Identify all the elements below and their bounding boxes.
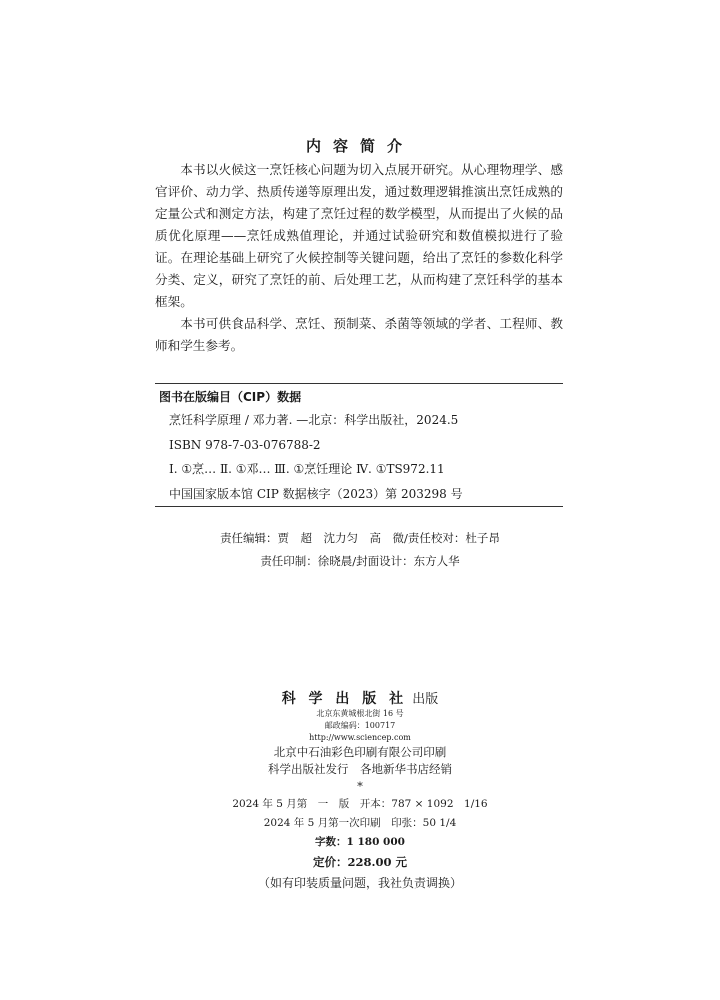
cip-line-title: 烹饪科学原理 / 邓力著. —北京：科学出版社，2024.5 — [169, 413, 459, 427]
cip-block — [155, 383, 563, 507]
publisher-imprint — [0, 688, 720, 894]
credits-line-printing: 责任印制：徐晓晨/封面设计：东方人华 — [260, 554, 460, 568]
cip-line-classification: Ⅰ. ①烹… Ⅱ. ①邓… Ⅲ. ①烹饪理论 Ⅳ. ①TS972.11 — [169, 462, 445, 476]
summary-paragraph: 本书可供食品科学、烹饪、预制菜、杀菌等领域的学者、工程师、教师和学生参考。 — [155, 316, 563, 353]
staff-credits — [0, 527, 720, 573]
publisher-postcode: 邮政编码：100717 — [324, 721, 396, 730]
separator-asterisk: * — [357, 779, 363, 793]
publisher-name: 科 学 出 版 社 — [281, 691, 408, 707]
word-count: 字数：1 180 000 — [315, 836, 405, 848]
summary-title: 内容简介 — [305, 137, 414, 155]
publisher-address: 北京东黄城根北街 16 号 — [316, 709, 404, 718]
cip-heading: 图书在版编目（CIP）数据 — [159, 390, 302, 404]
summary-paragraph: 本书以火候这一烹饪核心问题为切入点展开研究。从心理物理学、感官评价、动力学、热质传递等原理出发，通过数理逻辑推演出烹饪成熟的定量公式和测定方法，构建了烹饪过程的数学模型，从而提出了火候的品质优化原理——烹饪成熟值理论，并通过试验研究和数值模拟进行了验证。在理论基础上研究了火候控制等关键问题，给出了烹饪的参数化科学分类、定义，研究了烹饪的前、后处理工艺，从而构建了烹饪科学的基本框架。 — [155, 162, 563, 309]
cip-line-record-number: 中国国家版本馆 CIP 数据核字（2023）第 203298 号 — [169, 486, 463, 501]
printer-line: 北京中石油彩色印刷有限公司印刷 — [273, 745, 447, 759]
edition-line: 2024 年 5 月第 一 版 开本：787 × 1092 1/16 — [232, 798, 488, 810]
cip-line-isbn: ISBN 978-7-03-076788-2 — [169, 437, 321, 452]
quality-note: （如有印装质量问题，我社负责调换） — [257, 876, 462, 890]
summary-body — [155, 159, 563, 357]
publisher-website: http://www.sciencep.com — [309, 733, 411, 742]
distribution-line: 科学出版社发行 各地新华书店经销 — [268, 762, 452, 776]
publisher-suffix: 出版 — [412, 692, 439, 707]
publisher-line — [0, 688, 720, 708]
credits-line-editors: 责任编辑：贾 超 沈力匀 高 微/责任校对：杜子昂 — [220, 531, 500, 545]
price: 定价：228.00 元 — [312, 855, 407, 869]
cip-body — [155, 408, 563, 506]
printing-line: 2024 年 5 月第一次印刷 印张：50 1/4 — [263, 817, 457, 829]
